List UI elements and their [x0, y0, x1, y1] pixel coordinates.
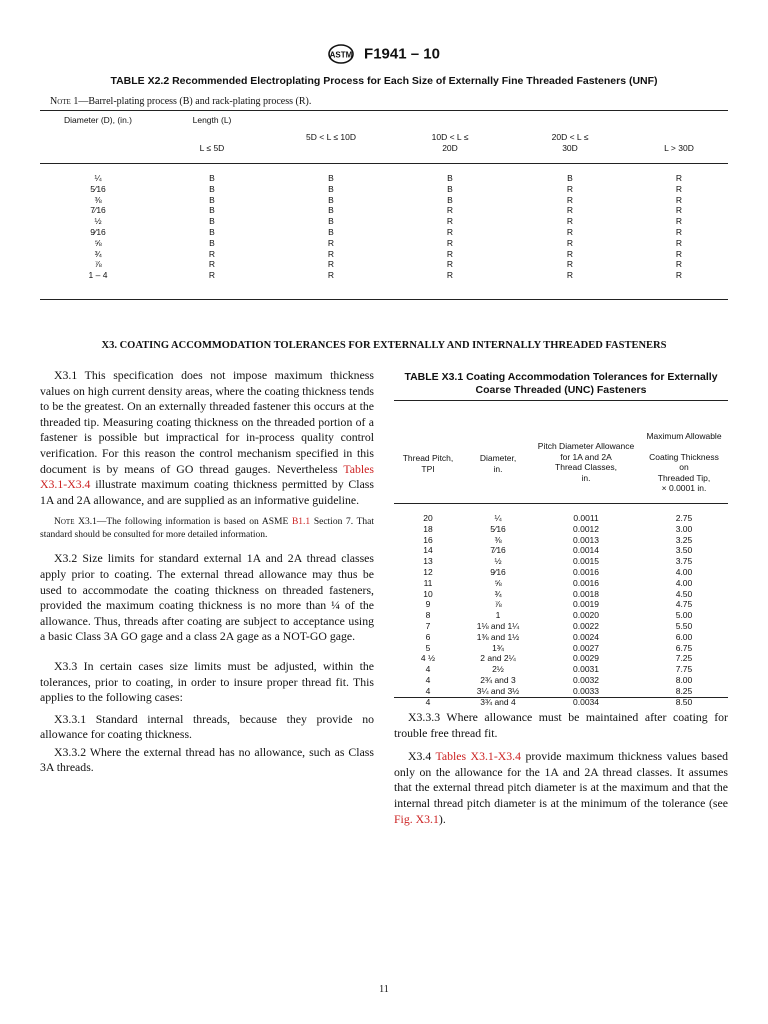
table-row: 12 9⁄16 0.0016 4.00 [423, 566, 693, 577]
col-l-gt-30d: L > 30D [664, 143, 694, 153]
table-row: 6 1⅜ and 1½ 0.0024 6.00 [425, 631, 693, 642]
tables-x3-link[interactable]: Tables X3.1-X3.4 [40, 461, 374, 492]
svg-text:ASTM: ASTM [329, 50, 353, 60]
table-row: ¼ B B B B R [94, 173, 683, 183]
col-10d-20d-b: 20D [442, 143, 458, 153]
table-row: 18 5⁄16 0.0012 3.00 [423, 523, 693, 534]
table-row: ¾ R R R R R [94, 248, 683, 259]
paragraph-x3-2: X3.2 Size limits for standard external 1A and 2A thread classes apply prior to coating. The external thread allowance may thus be used to accommodate the coating thickness on threaded fasteners, provided the maximum coating thickness is no more than ¼ of the allowance. Thus, threads after coating are subject to acceptance using a basic Class 3A GO gage and a class 2A gage as a NOT-GO gage. [40, 551, 374, 644]
table-row: 11 ⅝ 0.0016 4.00 [423, 577, 693, 588]
right-column [394, 710, 728, 835]
table-x31-header [394, 401, 728, 504]
col-length: Length (L) [192, 115, 232, 125]
table-row: ⅜ B B B R R [94, 194, 683, 205]
col-l-le-5d: L ≤ 5D [199, 143, 225, 153]
table-row: 4 2½ 0.0031 7.75 [425, 664, 693, 675]
table-row: 14 7⁄16 0.0014 3.50 [423, 545, 693, 556]
table-x22-body [40, 173, 728, 281]
col-5d-10d: 5D < L ≤ 10D [306, 132, 356, 142]
astm-logo-icon [328, 44, 354, 64]
table-row: 9⁄16 B B R R R [90, 226, 683, 237]
table-row: 4 3¾ and 4 0.0034 8.50 [425, 696, 693, 707]
table-row: 4 2¾ and 3 0.0032 8.00 [425, 674, 693, 685]
paragraph-x3-3: X3.3 In certain cases size limits must be adjusted, within the tolerances, prior to coating, in order to insure proper thread fit. This applies to the following cases: [40, 658, 374, 705]
table-row: 9 ⅞ 0.0019 4.75 [425, 599, 693, 610]
note-label: Note [50, 96, 71, 107]
table-row: ⅝ B R R R R [94, 237, 683, 248]
table-row: 4 3¼ and 3½ 0.0033 8.25 [425, 685, 693, 696]
table-row: 5 1¾ 0.0027 6.75 [425, 642, 693, 653]
table-row: 10 ¾ 0.0018 4.50 [423, 588, 693, 599]
document-id: F1941 – 10 [364, 45, 440, 63]
tables-x3-link[interactable]: Tables X3.1-X3.4 [435, 749, 522, 764]
table-row: 20 ¼ 0.0011 2.75 [423, 513, 693, 523]
table-x22-caption: TABLE X2.2 Recommended Electroplating Process for Each Size of Externally Fine Threaded Fasteners (UNF) [110, 75, 658, 87]
left-column [40, 368, 374, 778]
fig-x3-1-link[interactable]: Fig. X3.1 [394, 811, 439, 826]
table-row: 7⁄16 B B R R R [90, 205, 683, 216]
b11-link[interactable]: B1.1 [291, 517, 311, 528]
table-row: ½ B B R R R [94, 216, 683, 227]
table-x31 [394, 371, 728, 707]
page-number: 11 [379, 984, 389, 995]
col-diameter: Diameter, in. [479, 453, 517, 474]
table-x22-note [50, 96, 311, 107]
col-diameter: Diameter (D), (in.) [63, 115, 132, 125]
table-x22-header [40, 111, 728, 164]
col-20d-30d-a: 20D < L ≤ [551, 132, 589, 142]
table-x31-caption: TABLE X3.1 Coating Accommodation Tolerances for Externally Coarse Threaded (UNC) Fasteners [404, 371, 718, 396]
table-row: 8 1 0.0020 5.00 [425, 610, 693, 621]
paragraph-x3-3-3: X3.3.3 Where allowance must be maintained after coating for trouble free thread fit. [394, 710, 728, 740]
paragraph-x3-3-2: X3.3.2 Where the external thread has no allowance, such as Class 3A threads. [40, 744, 374, 775]
col-20d-30d-b: 30D [562, 143, 578, 153]
table-row: 1 – 4 R R R R R [88, 270, 683, 281]
note-x3-1: Note X3.1—The following information is based on ASME B1.1 Section 7. That standard should be consulted for more detailed information. [40, 517, 375, 540]
col-tpi: Thread Pitch, TPI [402, 453, 454, 474]
table-row: ⅞ R R R R R [94, 259, 683, 270]
table-x22 [40, 110, 728, 300]
col-pitch-diameter: Pitch Diameter Allowance for 1A and 2A Thread Classes, in. [537, 441, 635, 483]
table-row: 13 ½ 0.0015 3.75 [423, 556, 693, 567]
col-max-coating: Maximum Allowable Coating Thickness on Threaded Tip, × 0.0001 in. [646, 431, 722, 493]
col-10d-20d-a: 10D < L ≤ [431, 132, 469, 142]
section-heading: X3. COATING ACCOMMODATION TOLERANCES FOR EXTERNALLY AND INTERNALLY THREADED FASTENERS [101, 340, 667, 351]
table-x31-body [394, 513, 728, 707]
page-header [0, 44, 768, 64]
table-row: 16 ⅜ 0.0013 3.25 [423, 534, 693, 545]
paragraph-x3-3-1: X3.3.1 Standard internal threads, because they provide no allowance for coating thickness. [40, 711, 374, 742]
paragraph-x3-4: X3.4 Tables X3.1-X3.4 provide maximum thickness values based only on the allowance for the 1A and 2A thread classes. It assumes that the external thread pitch diameter is at the maximum and that the internal thread pitch diameter is at the minimum of the tolerance (see Fig. X3.1). [394, 749, 728, 826]
table-row: 5⁄16 B B B R R [90, 183, 683, 194]
table-row: 7 1⅛ and 1¼ 0.0022 5.50 [425, 620, 693, 631]
paragraph-x3-1: X3.1 This specification does not impose maximum thickness values on high current density areas, where the coating thickness tends to be the greatest. On an externally threaded fastener this occurs at the threaded tip. Measuring coating thickness on the threaded portion of a fastener is possible but impractical for in-process quality control verification. For this reason the control mechanism specified in this document is by means of GO thread gauges. Nevertheless Tables X3.1-X3.4 illustrate maximum coating thickness permitted by Class 1A and 2A allowance, and are supplied as an informative guideline. [40, 368, 374, 507]
table-row: 4 ½ 2 and 2¼ 0.0029 7.25 [420, 653, 693, 664]
note-text: 1—Barrel-plating process (B) and rack-plating process (R). [73, 96, 312, 107]
